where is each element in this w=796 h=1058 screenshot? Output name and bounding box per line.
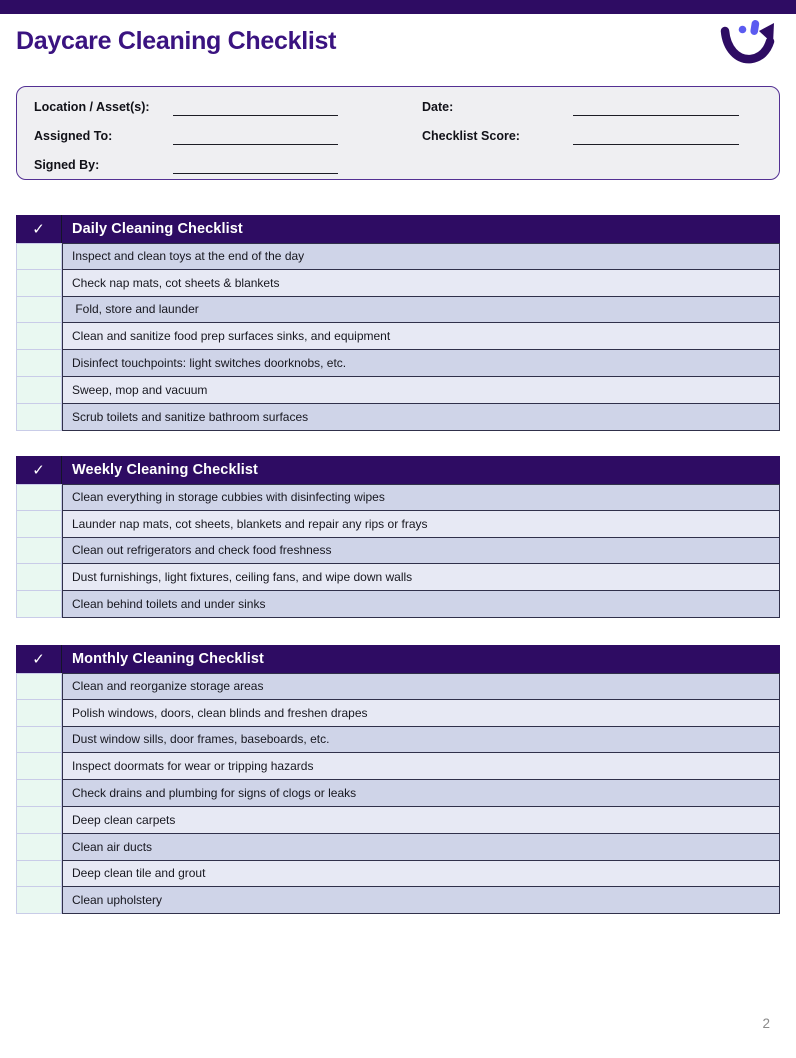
table-row	[16, 834, 780, 861]
task-label: Scrub toilets and sanitize bathroom surfaces	[62, 404, 780, 431]
table-row	[16, 673, 780, 700]
location-asset-label: Location / Asset(s):	[34, 100, 150, 114]
task-label: Clean behind toilets and under sinks	[62, 591, 780, 618]
checkbox-cell[interactable]	[16, 511, 62, 538]
checkbox-cell[interactable]	[16, 538, 62, 565]
location-asset-input-line[interactable]	[173, 95, 338, 116]
table-row	[16, 700, 780, 727]
task-label: Inspect doormats for wear or tripping hazards	[62, 753, 780, 780]
checkbox-cell[interactable]	[16, 673, 62, 700]
checkbox-cell[interactable]	[16, 727, 62, 754]
task-label: Deep clean tile and grout	[62, 861, 780, 888]
location-asset-field	[34, 95, 338, 116]
checkbox-cell[interactable]	[16, 591, 62, 618]
signed-by-input-line[interactable]	[173, 153, 338, 174]
task-label: Disinfect touchpoints: light switches doorknobs, etc.	[62, 350, 780, 377]
checklist-score-label: Checklist Score:	[422, 129, 520, 143]
task-label: Dust furnishings, light fixtures, ceiling fans, and wipe down walls	[62, 564, 780, 591]
task-label: Clean everything in storage cubbies with disinfecting wipes	[62, 484, 780, 511]
checkmark-icon: ✓	[16, 215, 62, 243]
task-label: Dust window sills, door frames, baseboards, etc.	[62, 727, 780, 754]
checkbox-cell[interactable]	[16, 350, 62, 377]
daily-table-title: Daily Cleaning Checklist	[72, 221, 243, 237]
table-row	[16, 404, 780, 431]
task-label: Check drains and plumbing for signs of clogs or leaks	[62, 780, 780, 807]
checkbox-cell[interactable]	[16, 404, 62, 431]
task-label: Clean upholstery	[62, 887, 780, 914]
checkbox-cell[interactable]	[16, 297, 62, 324]
table-row	[16, 780, 780, 807]
monthly-table-header	[16, 645, 780, 673]
table-row	[16, 727, 780, 754]
table-row	[16, 377, 780, 404]
weekly-table-title: Weekly Cleaning Checklist	[72, 462, 258, 478]
signed-by-label: Signed By:	[34, 158, 100, 172]
info-form	[16, 86, 780, 180]
table-row	[16, 270, 780, 297]
assigned-to-label: Assigned To:	[34, 129, 113, 143]
smile-arc	[725, 31, 770, 59]
checkbox-cell[interactable]	[16, 377, 62, 404]
checkmark-icon: ✓	[16, 645, 62, 673]
logo-dot-small	[739, 26, 747, 34]
date-input-line[interactable]	[573, 95, 739, 116]
weekly-cleaning-table	[16, 456, 780, 618]
table-row	[16, 807, 780, 834]
checkbox-cell[interactable]	[16, 270, 62, 297]
assigned-to-field	[34, 124, 338, 145]
table-row	[16, 753, 780, 780]
page-title: Daycare Cleaning Checklist	[16, 27, 337, 55]
checkbox-cell[interactable]	[16, 887, 62, 914]
weekly-table-header	[16, 456, 780, 484]
task-label: Fold, store and launder	[62, 297, 780, 324]
task-label: Inspect and clean toys at the end of the day	[62, 243, 780, 270]
task-label: Deep clean carpets	[62, 807, 780, 834]
task-label: Check nap mats, cot sheets & blankets	[62, 270, 780, 297]
table-row	[16, 297, 780, 324]
table-row	[16, 861, 780, 888]
table-row	[16, 564, 780, 591]
daily-cleaning-table	[16, 215, 780, 431]
table-row	[16, 538, 780, 565]
daily-table-header	[16, 215, 780, 243]
smile-arrow-logo	[718, 19, 778, 69]
table-row	[16, 323, 780, 350]
checklist-score-input-line[interactable]	[573, 124, 739, 145]
checkbox-cell[interactable]	[16, 243, 62, 270]
table-row	[16, 243, 780, 270]
assigned-to-input-line[interactable]	[173, 124, 338, 145]
monthly-table-title: Monthly Cleaning Checklist	[72, 651, 264, 667]
date-field	[422, 95, 739, 116]
table-row	[16, 350, 780, 377]
table-row	[16, 484, 780, 511]
table-row	[16, 511, 780, 538]
checkbox-cell[interactable]	[16, 834, 62, 861]
table-row	[16, 887, 780, 914]
task-label: Polish windows, doors, clean blinds and freshen drapes	[62, 700, 780, 727]
checkbox-cell[interactable]	[16, 484, 62, 511]
task-label: Sweep, mop and vacuum	[62, 377, 780, 404]
checkbox-cell[interactable]	[16, 323, 62, 350]
daily-table-body	[16, 243, 780, 431]
monthly-cleaning-table	[16, 645, 780, 914]
checkbox-cell[interactable]	[16, 753, 62, 780]
date-label: Date:	[422, 100, 454, 114]
logo-dot-pill	[750, 19, 760, 35]
checkbox-cell[interactable]	[16, 564, 62, 591]
monthly-table-body	[16, 673, 780, 914]
weekly-table-body	[16, 484, 780, 618]
task-label: Clean air ducts	[62, 834, 780, 861]
task-label: Clean and reorganize storage areas	[62, 673, 780, 700]
checkbox-cell[interactable]	[16, 861, 62, 888]
checkbox-cell[interactable]	[16, 807, 62, 834]
checkbox-cell[interactable]	[16, 780, 62, 807]
table-row	[16, 591, 780, 618]
checkmark-icon: ✓	[16, 456, 62, 484]
signed-by-field	[34, 153, 338, 174]
task-label: Clean and sanitize food prep surfaces sinks, and equipment	[62, 323, 780, 350]
checkbox-cell[interactable]	[16, 700, 62, 727]
checklist-score-field	[422, 124, 739, 145]
task-label: Launder nap mats, cot sheets, blankets and repair any rips or frays	[62, 511, 780, 538]
page-number: 2	[762, 1016, 770, 1031]
top-accent-bar	[0, 0, 796, 14]
task-label: Clean out refrigerators and check food freshness	[62, 538, 780, 565]
